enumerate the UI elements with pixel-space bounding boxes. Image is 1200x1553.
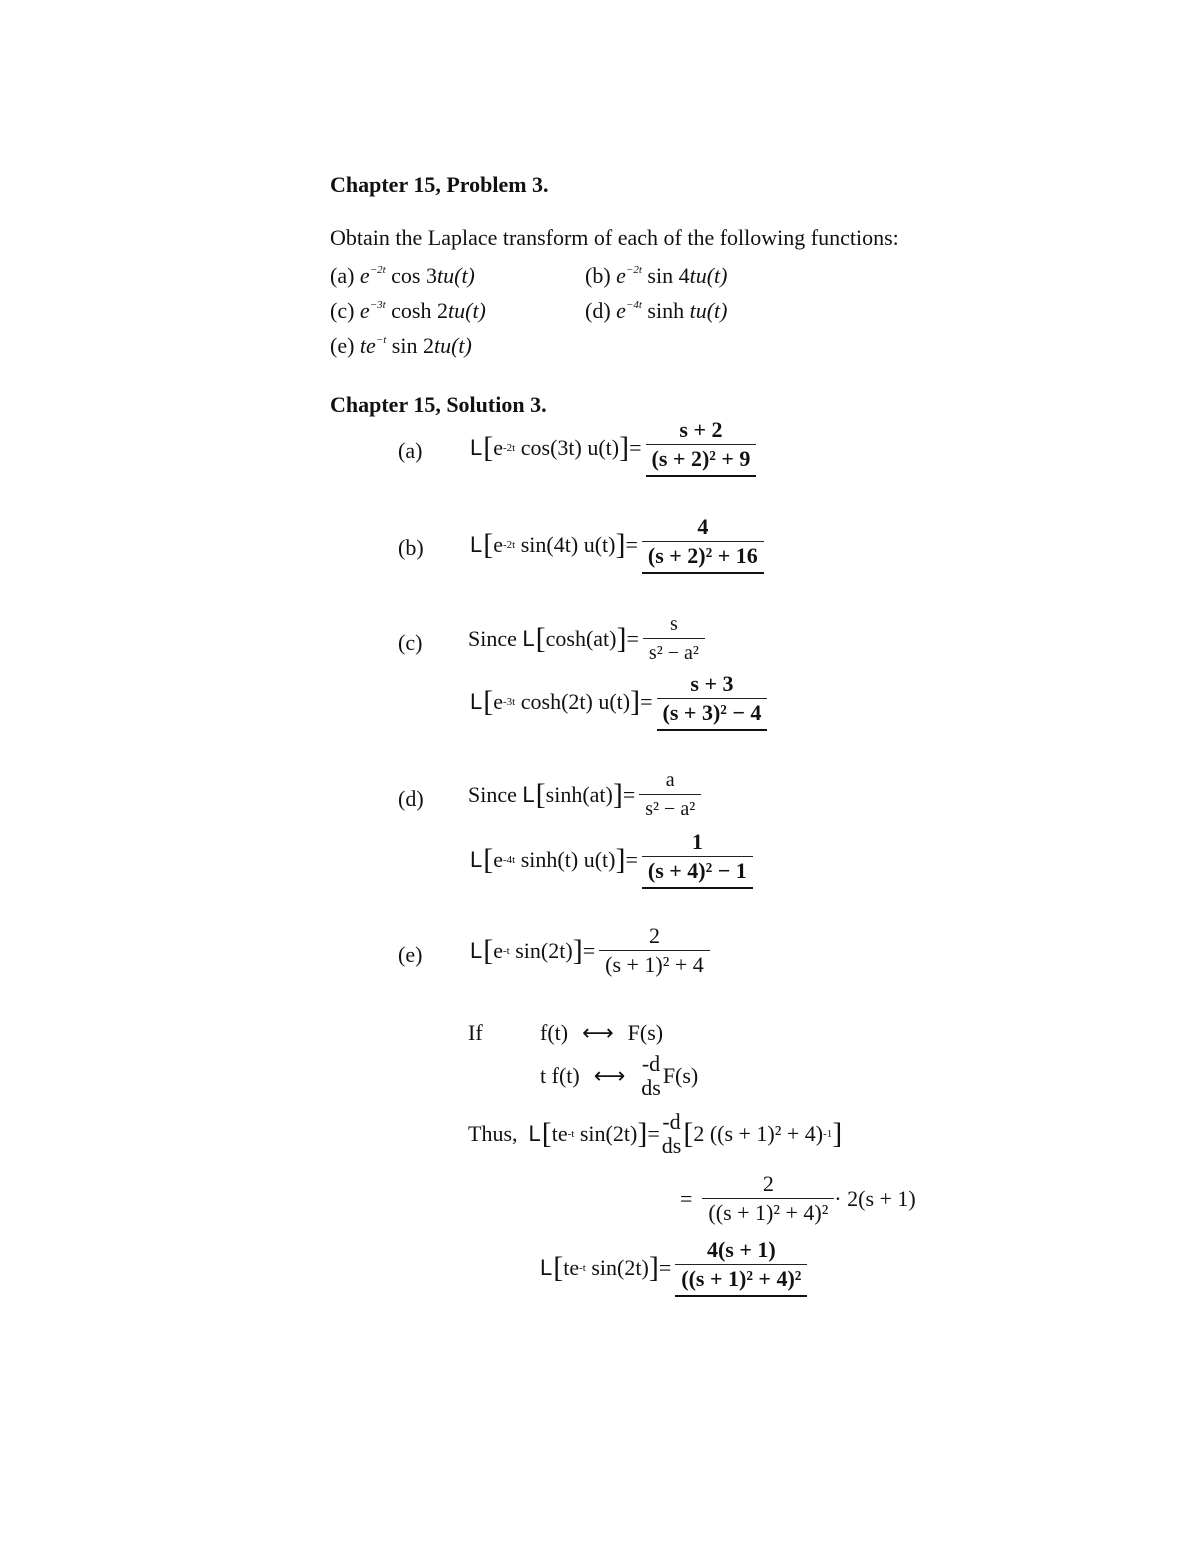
part-c-label: (c) <box>398 630 423 655</box>
transform-pair-1: f(t) ⟷ F(s) <box>540 1020 664 1046</box>
part-d-result: $\frac{1}{\text{(s + 4)² − 1}}$ <box>642 830 753 889</box>
problem-item-b: (b) $e^{-2t}$ sin 4tu(t) <box>585 263 728 288</box>
part-b-result: $\frac{4}{\text{(s + 2)² + 16}}$ <box>642 515 764 574</box>
solution-heading: Chapter 15, Solution 3. <box>330 392 547 417</box>
part-a-equation: L [ e -2t cos(3t) u(t) ] = $\frac{s + 2}{\text{(s + 2)² + 9}}$ <box>470 418 756 477</box>
problem-item-c: (c) $e^{-3t}$ cosh 2tu(t) <box>330 298 486 323</box>
derivative-step: = $\frac{2}{\text{((s + 1)² + 4)²}}$ · 2(s + 1) <box>680 1171 916 1225</box>
part-d-label: (d) <box>398 786 424 811</box>
problem-prompt: Obtain the Laplace transform of each of the following functions: <box>330 225 899 250</box>
part-d-since: Since L [ sinh(at) ] = $\frac{a}{\text{s² − a²}}$ <box>468 768 701 821</box>
part-a-result: $\frac{s + 2}{\text{(s + 2)² + 9}}$ <box>646 418 757 477</box>
problem-item-e: (e) $te^{-t}$ sin 2tu(t) <box>330 333 472 358</box>
part-e-final-equation: L [ te -t sin(2t) ] = $\frac{4(s + 1)}{\text{((s + 1)² + 4)²}}$ <box>540 1238 807 1297</box>
part-e-result: $\frac{4(s + 1)}{\text{((s + 1)² + 4)²}}$ <box>675 1238 807 1297</box>
part-a-label: (a) <box>398 438 423 463</box>
thus-equation: Thus, L [ te -t sin(2t) ] = -d ds [ 2 ((s + 1)² + 4) -1 ] <box>468 1109 843 1158</box>
if-word: If <box>468 1020 483 1045</box>
problem-item-d: (d) $e^{-4t}$ sinh tu(t) <box>585 298 728 323</box>
part-c-result: $\frac{s + 3}{\text{(s + 3)² − 4}}$ <box>657 672 768 731</box>
part-e-label: (e) <box>398 942 423 967</box>
part-c-equation: L [ e -3t cosh(2t) u(t) ] = $\frac{s + 3}{\text{(s + 3)² − 4}}$ <box>470 672 767 731</box>
part-b-label: (b) <box>398 535 424 560</box>
part-c-since: Since L [ cosh(at) ] = $\frac{s}{\text{s² − a²}}$ <box>468 612 705 665</box>
transform-pair-2: t f(t) ⟷ -d ds F(s) <box>540 1051 699 1100</box>
part-e-equation: L [ e -t sin(2t) ] = $\frac{2}{\text{(s + 1)² + 4}}$ <box>470 924 710 977</box>
part-b-equation: L [ e -2t sin(4t) u(t) ] = $\frac{4}{\text{(s + 2)² + 16}}$ <box>470 515 764 574</box>
part-d-equation: L [ e -4t sinh(t) u(t) ] = $\frac{1}{\text{(s + 4)² − 1}}$ <box>470 830 753 889</box>
problem-item-a: (a) $e^{-2t}$ cos 3tu(t) <box>330 263 475 288</box>
problem-heading: Chapter 15, Problem 3. <box>330 172 549 197</box>
